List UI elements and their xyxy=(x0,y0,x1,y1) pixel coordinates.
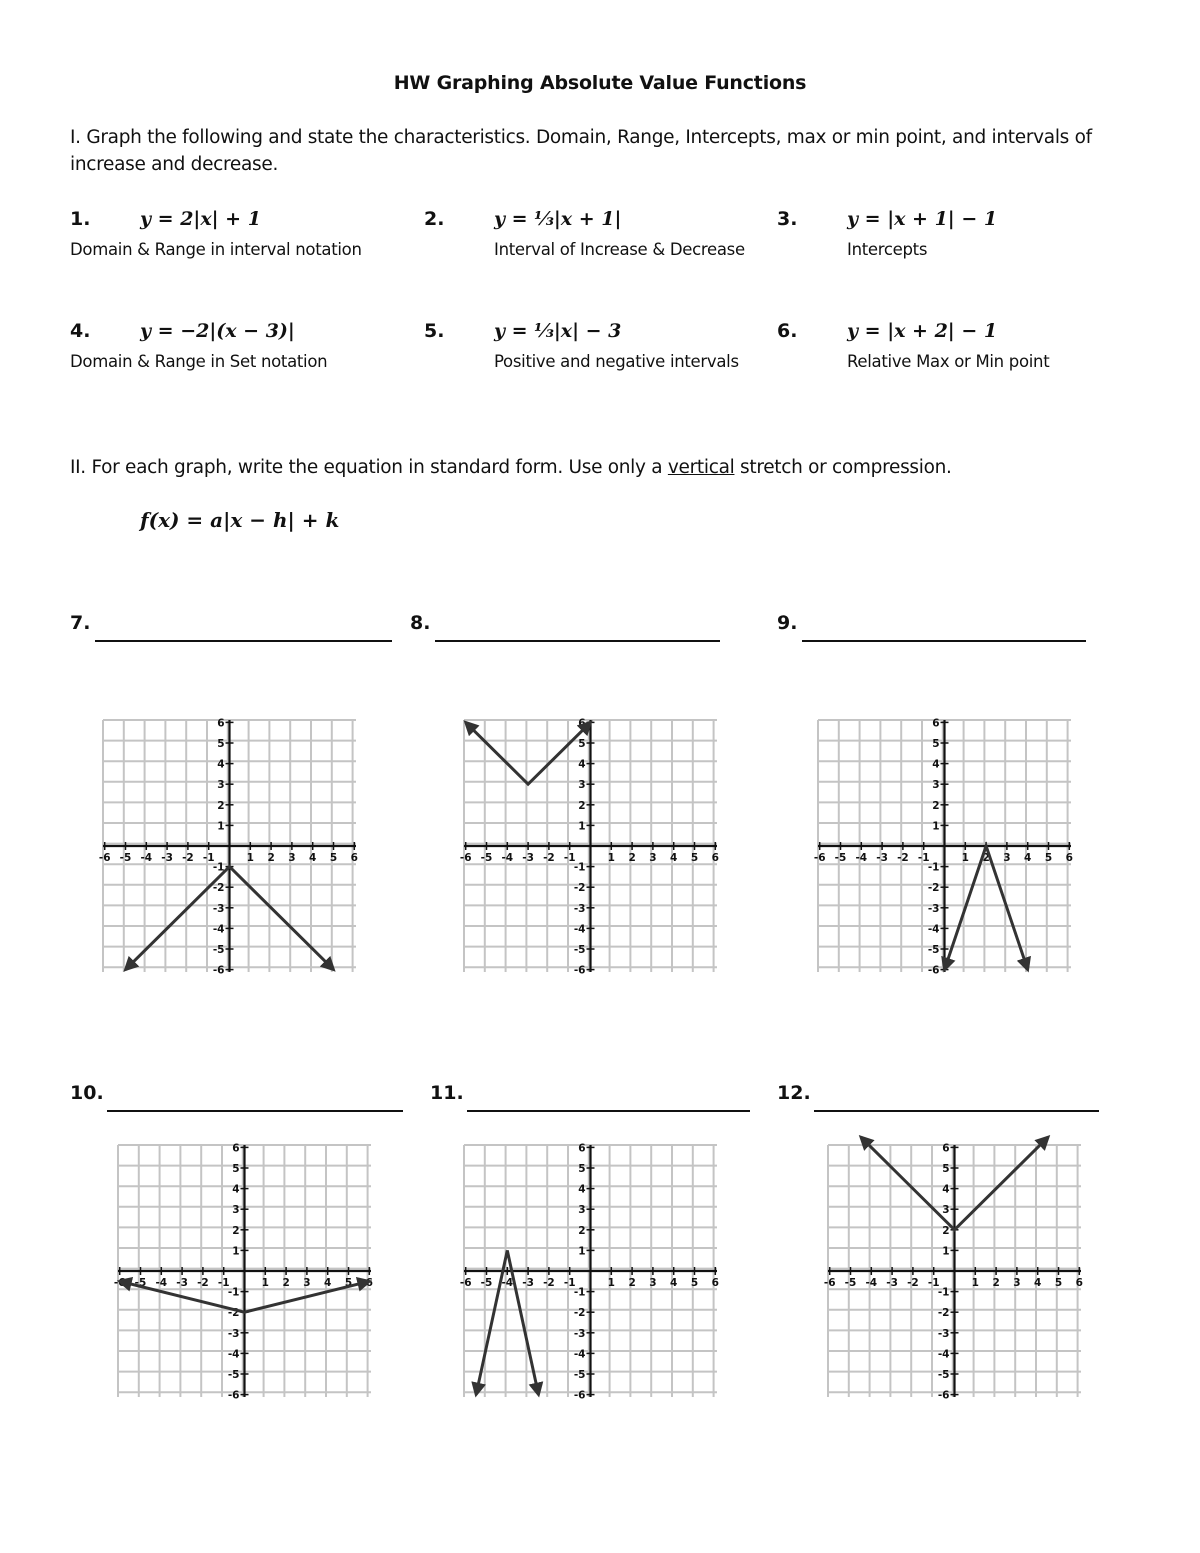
x-tick-label: 5 xyxy=(344,1277,353,1289)
y-tick-label: 5 xyxy=(578,1163,586,1175)
y-tick-label: -1 xyxy=(937,1286,950,1299)
graph-7 xyxy=(98,717,358,977)
x-tick-label: 5 xyxy=(329,852,338,864)
x-tick-label: 1 xyxy=(961,852,969,864)
y-tick-label: 1 xyxy=(932,820,940,833)
y-tick-label: -5 xyxy=(573,944,586,956)
x-tick-label: -3 xyxy=(176,1277,188,1289)
problem-label: Domain & Range in interval notation xyxy=(70,240,362,259)
x-tick-label: 4 xyxy=(324,1277,332,1289)
y-tick-label: 1 xyxy=(578,1245,586,1258)
answer-10 xyxy=(70,1082,403,1112)
y-tick-label: -4 xyxy=(937,1348,950,1361)
y-tick-label: -1 xyxy=(927,861,940,874)
x-tick-label: -6 xyxy=(823,1277,836,1289)
x-tick-label: -4 xyxy=(155,1277,168,1289)
x-tick-label: -2 xyxy=(907,1277,919,1289)
answer-7 xyxy=(70,612,392,642)
y-tick-label: 4 xyxy=(942,1183,950,1196)
y-tick-label: -5 xyxy=(927,944,940,956)
x-tick-label: 6 xyxy=(711,852,719,864)
part2-text-before: II. For each graph, write the equation in standard form. Use only a xyxy=(70,457,668,478)
y-tick-label: 5 xyxy=(217,738,225,750)
y-tick-label: 4 xyxy=(232,1183,240,1196)
y-tick-label: -3 xyxy=(573,902,586,915)
x-tick-label: 2 xyxy=(992,1277,1000,1289)
x-tick-label: -5 xyxy=(480,852,493,864)
x-tick-label: 2 xyxy=(267,852,275,864)
x-tick-label: -2 xyxy=(197,1277,209,1289)
y-tick-label: 3 xyxy=(942,1204,950,1217)
y-tick-label: 6 xyxy=(932,717,940,730)
y-tick-label: 3 xyxy=(217,779,225,792)
x-tick-label: -4 xyxy=(501,852,514,864)
x-tick-label: 5 xyxy=(1044,852,1053,864)
x-tick-label: -1 xyxy=(917,852,930,864)
y-tick-label: 1 xyxy=(578,820,586,833)
problem-equation: y = ⅓|x| − 3 xyxy=(494,320,622,342)
graph-11 xyxy=(459,1142,719,1402)
x-tick-label: -1 xyxy=(563,1277,576,1289)
answer-number: 8. xyxy=(410,612,431,634)
y-tick-label: 5 xyxy=(232,1163,240,1175)
y-tick-label: -2 xyxy=(937,1307,950,1320)
y-tick-label: 2 xyxy=(217,799,225,812)
x-tick-label: 5 xyxy=(1054,1277,1063,1289)
x-tick-label: 6 xyxy=(350,852,358,864)
y-tick-label: -3 xyxy=(227,1327,240,1340)
y-tick-label: -1 xyxy=(573,1286,586,1299)
page-title: HW Graphing Absolute Value Functions xyxy=(393,72,807,94)
x-tick-label: 5 xyxy=(690,1277,699,1289)
x-tick-label: 2 xyxy=(282,1277,290,1289)
y-tick-label: 4 xyxy=(217,758,225,771)
problem-label: Relative Max or Min point xyxy=(847,352,1050,371)
x-tick-label: 1 xyxy=(607,1277,615,1289)
problem-label: Positive and negative intervals xyxy=(494,352,739,371)
y-tick-label: 6 xyxy=(942,1142,950,1155)
graph-12 xyxy=(823,1142,1083,1402)
answer-number: 9. xyxy=(777,612,798,634)
graph-8 xyxy=(459,717,719,977)
y-tick-label: -4 xyxy=(927,923,940,936)
answer-8 xyxy=(410,612,720,642)
x-tick-label: 3 xyxy=(303,1277,311,1289)
y-tick-label: 6 xyxy=(578,1142,586,1155)
part1-instructions: I. Graph the following and state the characteristics. Domain, Range, Intercepts, max or min point, and intervals of increase and decrease. xyxy=(70,127,1092,175)
y-tick-label: 2 xyxy=(932,799,940,812)
y-tick-label: -4 xyxy=(573,923,586,936)
answer-number: 10. xyxy=(70,1082,104,1104)
y-tick-label: 2 xyxy=(578,1224,586,1237)
y-tick-label: -5 xyxy=(573,1369,586,1381)
y-tick-label: -4 xyxy=(227,1348,240,1361)
x-tick-label: -4 xyxy=(855,852,868,864)
x-tick-label: 3 xyxy=(649,852,657,864)
x-tick-label: 3 xyxy=(649,1277,657,1289)
answer-line[interactable] xyxy=(107,1110,403,1112)
x-tick-label: 6 xyxy=(711,1277,719,1289)
problem-number: 6. xyxy=(777,320,798,342)
x-tick-label: -6 xyxy=(113,1277,126,1289)
x-tick-label: -3 xyxy=(161,852,173,864)
answer-number: 12. xyxy=(777,1082,811,1104)
x-tick-label: 2 xyxy=(628,852,636,864)
y-tick-label: 3 xyxy=(578,779,586,792)
y-tick-label: 1 xyxy=(232,1245,240,1258)
x-tick-label: 5 xyxy=(690,852,699,864)
x-tick-label: -2 xyxy=(543,1277,555,1289)
x-tick-label: 3 xyxy=(288,852,296,864)
x-tick-label: 1 xyxy=(246,852,254,864)
y-tick-label: -4 xyxy=(212,923,225,936)
x-tick-label: -3 xyxy=(522,1277,534,1289)
y-tick-label: -6 xyxy=(573,964,586,977)
x-tick-label: 6 xyxy=(1065,852,1073,864)
x-tick-label: -1 xyxy=(217,1277,230,1289)
y-tick-label: 4 xyxy=(932,758,940,771)
x-tick-label: -4 xyxy=(865,1277,878,1289)
y-tick-label: 5 xyxy=(932,738,940,750)
answer-line[interactable] xyxy=(95,640,392,642)
y-tick-label: -6 xyxy=(227,1389,240,1402)
graph-10 xyxy=(113,1142,373,1402)
x-tick-label: 4 xyxy=(1034,1277,1042,1289)
y-tick-label: 1 xyxy=(942,1245,950,1258)
y-tick-label: 5 xyxy=(578,738,586,750)
answer-12 xyxy=(777,1082,1099,1112)
x-tick-label: 6 xyxy=(365,1277,373,1289)
x-tick-label: -1 xyxy=(927,1277,940,1289)
y-tick-label: -1 xyxy=(573,861,586,874)
y-tick-label: 2 xyxy=(578,799,586,812)
y-tick-label: 5 xyxy=(942,1163,950,1175)
x-tick-label: 2 xyxy=(628,1277,636,1289)
x-tick-label: -5 xyxy=(844,1277,857,1289)
y-tick-label: -5 xyxy=(227,1369,240,1381)
x-tick-label: 4 xyxy=(1024,852,1032,864)
y-tick-label: 3 xyxy=(932,779,940,792)
graph-9 xyxy=(813,717,1073,977)
answer-11 xyxy=(430,1082,750,1112)
x-tick-label: -2 xyxy=(897,852,909,864)
y-tick-label: -5 xyxy=(212,944,225,956)
x-tick-label: -5 xyxy=(480,1277,493,1289)
x-tick-label: 1 xyxy=(261,1277,269,1289)
y-tick-label: 6 xyxy=(232,1142,240,1155)
x-tick-label: 6 xyxy=(1075,1277,1083,1289)
problem-equation: y = −2|(x − 3)| xyxy=(140,320,295,342)
x-tick-label: -6 xyxy=(459,1277,472,1289)
problem-number: 3. xyxy=(777,208,798,230)
y-tick-label: 6 xyxy=(578,717,586,730)
x-tick-label: 1 xyxy=(971,1277,979,1289)
problem-label: Interval of Increase & Decrease xyxy=(494,240,745,259)
answer-9 xyxy=(777,612,1086,642)
y-tick-label: -5 xyxy=(937,1369,950,1381)
part2-underlined-word: vertical xyxy=(667,457,735,478)
y-tick-label: -6 xyxy=(927,964,940,977)
problem-number: 5. xyxy=(424,320,445,342)
x-tick-label: -3 xyxy=(876,852,888,864)
x-tick-label: -3 xyxy=(522,852,534,864)
y-tick-label: 2 xyxy=(942,1224,950,1237)
problem-label: Intercepts xyxy=(847,240,928,259)
problem-equation: y = 2|x| + 1 xyxy=(140,208,261,230)
y-tick-label: -3 xyxy=(212,902,225,915)
x-tick-label: -1 xyxy=(202,852,215,864)
y-tick-label: 1 xyxy=(217,820,225,833)
y-tick-label: -3 xyxy=(927,902,940,915)
answer-line[interactable] xyxy=(467,1110,750,1112)
problem-label: Domain & Range in Set notation xyxy=(70,352,328,371)
problem-equation: y = ⅓|x + 1| xyxy=(494,208,622,230)
problem-equation: y = |x + 2| − 1 xyxy=(847,320,998,342)
x-tick-label: -6 xyxy=(98,852,111,864)
y-tick-label: -1 xyxy=(227,1286,240,1299)
y-tick-label: -4 xyxy=(573,1348,586,1361)
x-tick-label: -2 xyxy=(543,852,555,864)
answer-line[interactable] xyxy=(802,640,1086,642)
x-tick-label: 2 xyxy=(982,852,990,864)
y-tick-label: 6 xyxy=(217,717,225,730)
x-tick-label: -5 xyxy=(134,1277,147,1289)
y-tick-label: 3 xyxy=(578,1204,586,1217)
x-tick-label: -6 xyxy=(459,852,472,864)
y-tick-label: -3 xyxy=(937,1327,950,1340)
part2-text-after: stretch or compression. xyxy=(734,457,952,478)
standard-form-equation: f(x) = a|x − h| + k xyxy=(140,508,340,532)
y-tick-label: 4 xyxy=(578,758,586,771)
problem-equation: y = |x + 1| − 1 xyxy=(847,208,998,230)
x-tick-label: -2 xyxy=(182,852,194,864)
y-tick-label: 3 xyxy=(232,1204,240,1217)
x-tick-label: 4 xyxy=(309,852,317,864)
answer-number: 11. xyxy=(430,1082,464,1104)
answer-number: 7. xyxy=(70,612,91,634)
answer-line[interactable] xyxy=(814,1110,1099,1112)
x-tick-label: 4 xyxy=(670,1277,678,1289)
y-tick-label: -6 xyxy=(212,964,225,977)
x-tick-label: 1 xyxy=(607,852,615,864)
y-tick-label: -6 xyxy=(937,1389,950,1402)
y-tick-label: -2 xyxy=(927,882,940,895)
y-tick-label: 2 xyxy=(232,1224,240,1237)
problem-number: 4. xyxy=(70,320,91,342)
x-tick-label: 3 xyxy=(1003,852,1011,864)
y-tick-label: -1 xyxy=(212,861,225,874)
y-tick-label: -2 xyxy=(573,882,586,895)
y-tick-label: -6 xyxy=(573,1389,586,1402)
x-tick-label: -5 xyxy=(834,852,847,864)
answer-line[interactable] xyxy=(435,640,720,642)
y-tick-label: 4 xyxy=(578,1183,586,1196)
x-tick-label: 4 xyxy=(670,852,678,864)
x-tick-label: -4 xyxy=(501,1277,514,1289)
x-tick-label: -5 xyxy=(119,852,132,864)
x-tick-label: -1 xyxy=(563,852,576,864)
part2-instructions xyxy=(70,457,1150,478)
x-tick-label: -4 xyxy=(140,852,153,864)
y-tick-label: -2 xyxy=(212,882,225,895)
x-tick-label: 3 xyxy=(1013,1277,1021,1289)
x-tick-label: -3 xyxy=(886,1277,898,1289)
problem-number: 1. xyxy=(70,208,91,230)
y-tick-label: -3 xyxy=(573,1327,586,1340)
y-tick-label: -2 xyxy=(227,1307,240,1320)
x-tick-label: -6 xyxy=(813,852,826,864)
y-tick-label: -2 xyxy=(573,1307,586,1320)
problem-number: 2. xyxy=(424,208,445,230)
